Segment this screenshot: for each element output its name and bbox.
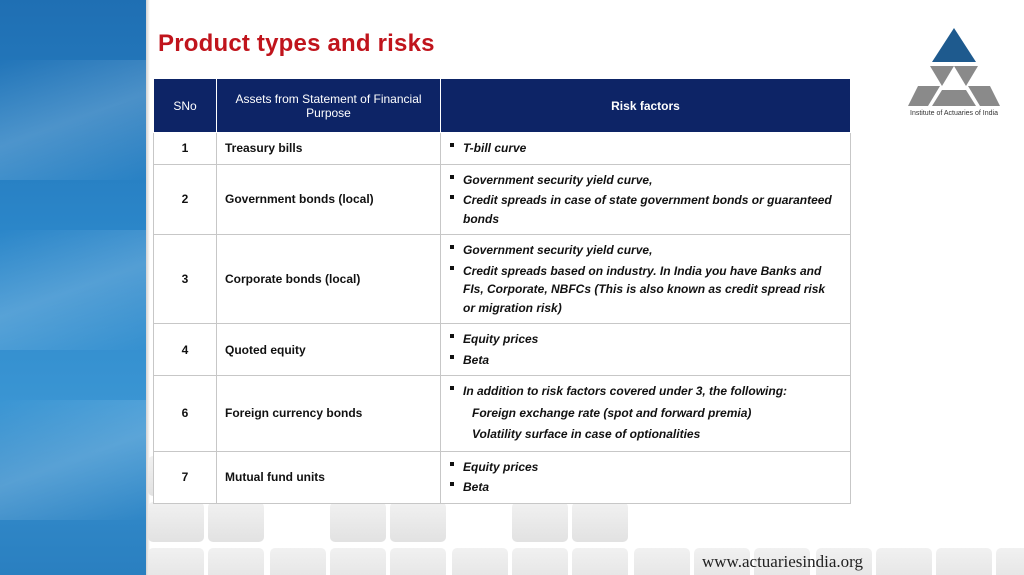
row-sno: 7 bbox=[154, 451, 217, 503]
row-asset: Treasury bills bbox=[217, 133, 441, 165]
row-asset: Mutual fund units bbox=[217, 451, 441, 503]
risk-factor-item: T-bill curve bbox=[449, 139, 840, 158]
table-row bbox=[154, 164, 851, 235]
header-asset: Assets from Statement of Financial Purpose bbox=[217, 79, 441, 133]
decorative-tile bbox=[330, 502, 386, 542]
risk-factor-item: Equity prices bbox=[449, 330, 840, 349]
row-risk-factors bbox=[441, 451, 851, 503]
decorative-tile bbox=[572, 502, 628, 542]
risk-factor-list bbox=[449, 139, 840, 158]
row-sno: 6 bbox=[154, 376, 217, 452]
decorative-tile bbox=[208, 502, 264, 542]
table-row bbox=[154, 324, 851, 376]
row-risk-factors bbox=[441, 376, 851, 452]
row-asset: Corporate bonds (local) bbox=[217, 235, 441, 324]
risk-factor-subitem: Foreign exchange rate (spot and forward premia) bbox=[472, 405, 752, 420]
table-row bbox=[154, 133, 851, 165]
row-sno: 3 bbox=[154, 235, 217, 324]
risk-factor-item: Government security yield curve, bbox=[449, 241, 840, 260]
row-risk-factors bbox=[441, 133, 851, 165]
row-asset: Quoted equity bbox=[217, 324, 441, 376]
decorative-tile bbox=[390, 502, 446, 542]
row-risk-factors bbox=[441, 324, 851, 376]
row-sno: 1 bbox=[154, 133, 217, 165]
risk-factor-item: Equity prices bbox=[449, 458, 840, 477]
decorative-tile bbox=[452, 548, 508, 575]
table-body bbox=[154, 133, 851, 504]
decorative-tile bbox=[936, 548, 992, 575]
risk-factor-list bbox=[449, 241, 840, 317]
header-risk-factors: Risk factors bbox=[441, 79, 851, 133]
row-sno: 4 bbox=[154, 324, 217, 376]
logo-caption: Institute of Actuaries of India bbox=[910, 110, 998, 117]
risk-factor-item: Government security yield curve, bbox=[449, 171, 840, 190]
decorative-tile bbox=[148, 502, 204, 542]
decorative-side-band bbox=[0, 0, 146, 575]
risk-factor-list bbox=[449, 382, 840, 401]
row-asset: Government bonds (local) bbox=[217, 164, 441, 235]
footer-website: www.actuariesindia.org bbox=[702, 552, 863, 571]
risk-factor-item: Credit spreads in case of state government bonds or guaranteed bonds bbox=[449, 191, 840, 228]
row-sno: 2 bbox=[154, 164, 217, 235]
row-risk-factors bbox=[441, 235, 851, 324]
row-asset: Foreign currency bonds bbox=[217, 376, 441, 452]
decorative-tile bbox=[634, 548, 690, 575]
risk-factor-item: Credit spreads based on industry. In India you have Banks and FIs, Corporate, NBFCs (This is also known as credit spread risk or migration risk) bbox=[449, 262, 840, 318]
product-risk-table bbox=[153, 78, 851, 504]
risk-factor-item: In addition to risk factors covered under 3, the following: bbox=[449, 382, 840, 401]
table-header-row bbox=[154, 79, 851, 133]
risk-factor-list bbox=[449, 171, 840, 229]
risk-factor-item: Beta bbox=[449, 478, 840, 497]
decorative-tile bbox=[148, 548, 204, 575]
risk-factor-list bbox=[449, 458, 840, 497]
table-row bbox=[154, 451, 851, 503]
table-row bbox=[154, 235, 851, 324]
risk-factor-subitem: Volatility surface in case of optionalities bbox=[472, 427, 701, 441]
decorative-tile bbox=[208, 548, 264, 575]
decorative-tile bbox=[876, 548, 932, 575]
decorative-tile bbox=[572, 548, 628, 575]
risk-factor-item: Beta bbox=[449, 351, 840, 370]
table-row bbox=[154, 376, 851, 452]
decorative-tile bbox=[390, 548, 446, 575]
page-title: Product types and risks bbox=[158, 30, 435, 57]
header-sno: SNo bbox=[154, 79, 217, 133]
decorative-tile bbox=[512, 548, 568, 575]
decorative-tile bbox=[512, 502, 568, 542]
decorative-tile bbox=[270, 548, 326, 575]
row-risk-factors bbox=[441, 164, 851, 235]
decorative-tile bbox=[996, 548, 1024, 575]
institute-logo-icon bbox=[904, 24, 1004, 124]
decorative-tile bbox=[330, 548, 386, 575]
risk-factor-list bbox=[449, 330, 840, 369]
